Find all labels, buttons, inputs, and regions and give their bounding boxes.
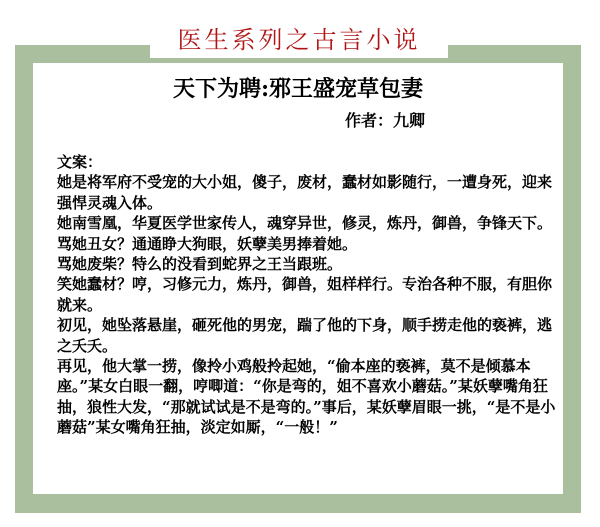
synopsis-paragraph: 骂她丑女？通通睁大狗眼，妖孽美男捧着她。	[57, 234, 358, 253]
synopsis-heading: 文案：	[57, 153, 103, 171]
synopsis-paragraph: 笑她蠢材？哼，习修元力，炼丹，御兽，姐样样行。专治各种不服，有胆你就来。	[57, 275, 553, 314]
synopsis-paragraph: 再见，他大掌一捞，像拎小鸡般拎起她，“偷本座的亵裤，莫不是倾慕本座。”某女白眼一翻，哼唧道：“你是弯的，姐不喜欢小蘑菇。”某妖孽嘴角狂抽，狼性大发，“那就试试是不是弯的。”事后，某妖孽眉眼一挑，“是不是小蘑菇”某女嘴角狂抽，淡定如厮，“一般！”	[57, 357, 556, 437]
series-banner: 医生系列之古言小说	[150, 22, 448, 58]
synopsis-paragraph: 骂她废柴？特么的没看到蛇界之王当跟班。	[57, 255, 343, 274]
synopsis-paragraph: 她南雪凰，华夏医学世家传人，魂穿异世，修灵，炼丹，御兽，争锋天下。	[57, 214, 553, 233]
synopsis	[57, 152, 557, 438]
synopsis-paragraph: 初见，她坠落悬崖，砸死他的男宠，踹了他的下身，顺手捞走他的亵裤，逃之夭夭。	[57, 316, 553, 355]
book-author: 作者：九卿	[345, 111, 426, 130]
book-title: 天下为聘:邪王盛宠草包妻	[172, 76, 424, 102]
synopsis-paragraph: 她是将军府不受宠的大小姐，傻子，废材，蠢材如影随行，一遭身死，迎来强悍灵魂入体。	[57, 173, 553, 212]
